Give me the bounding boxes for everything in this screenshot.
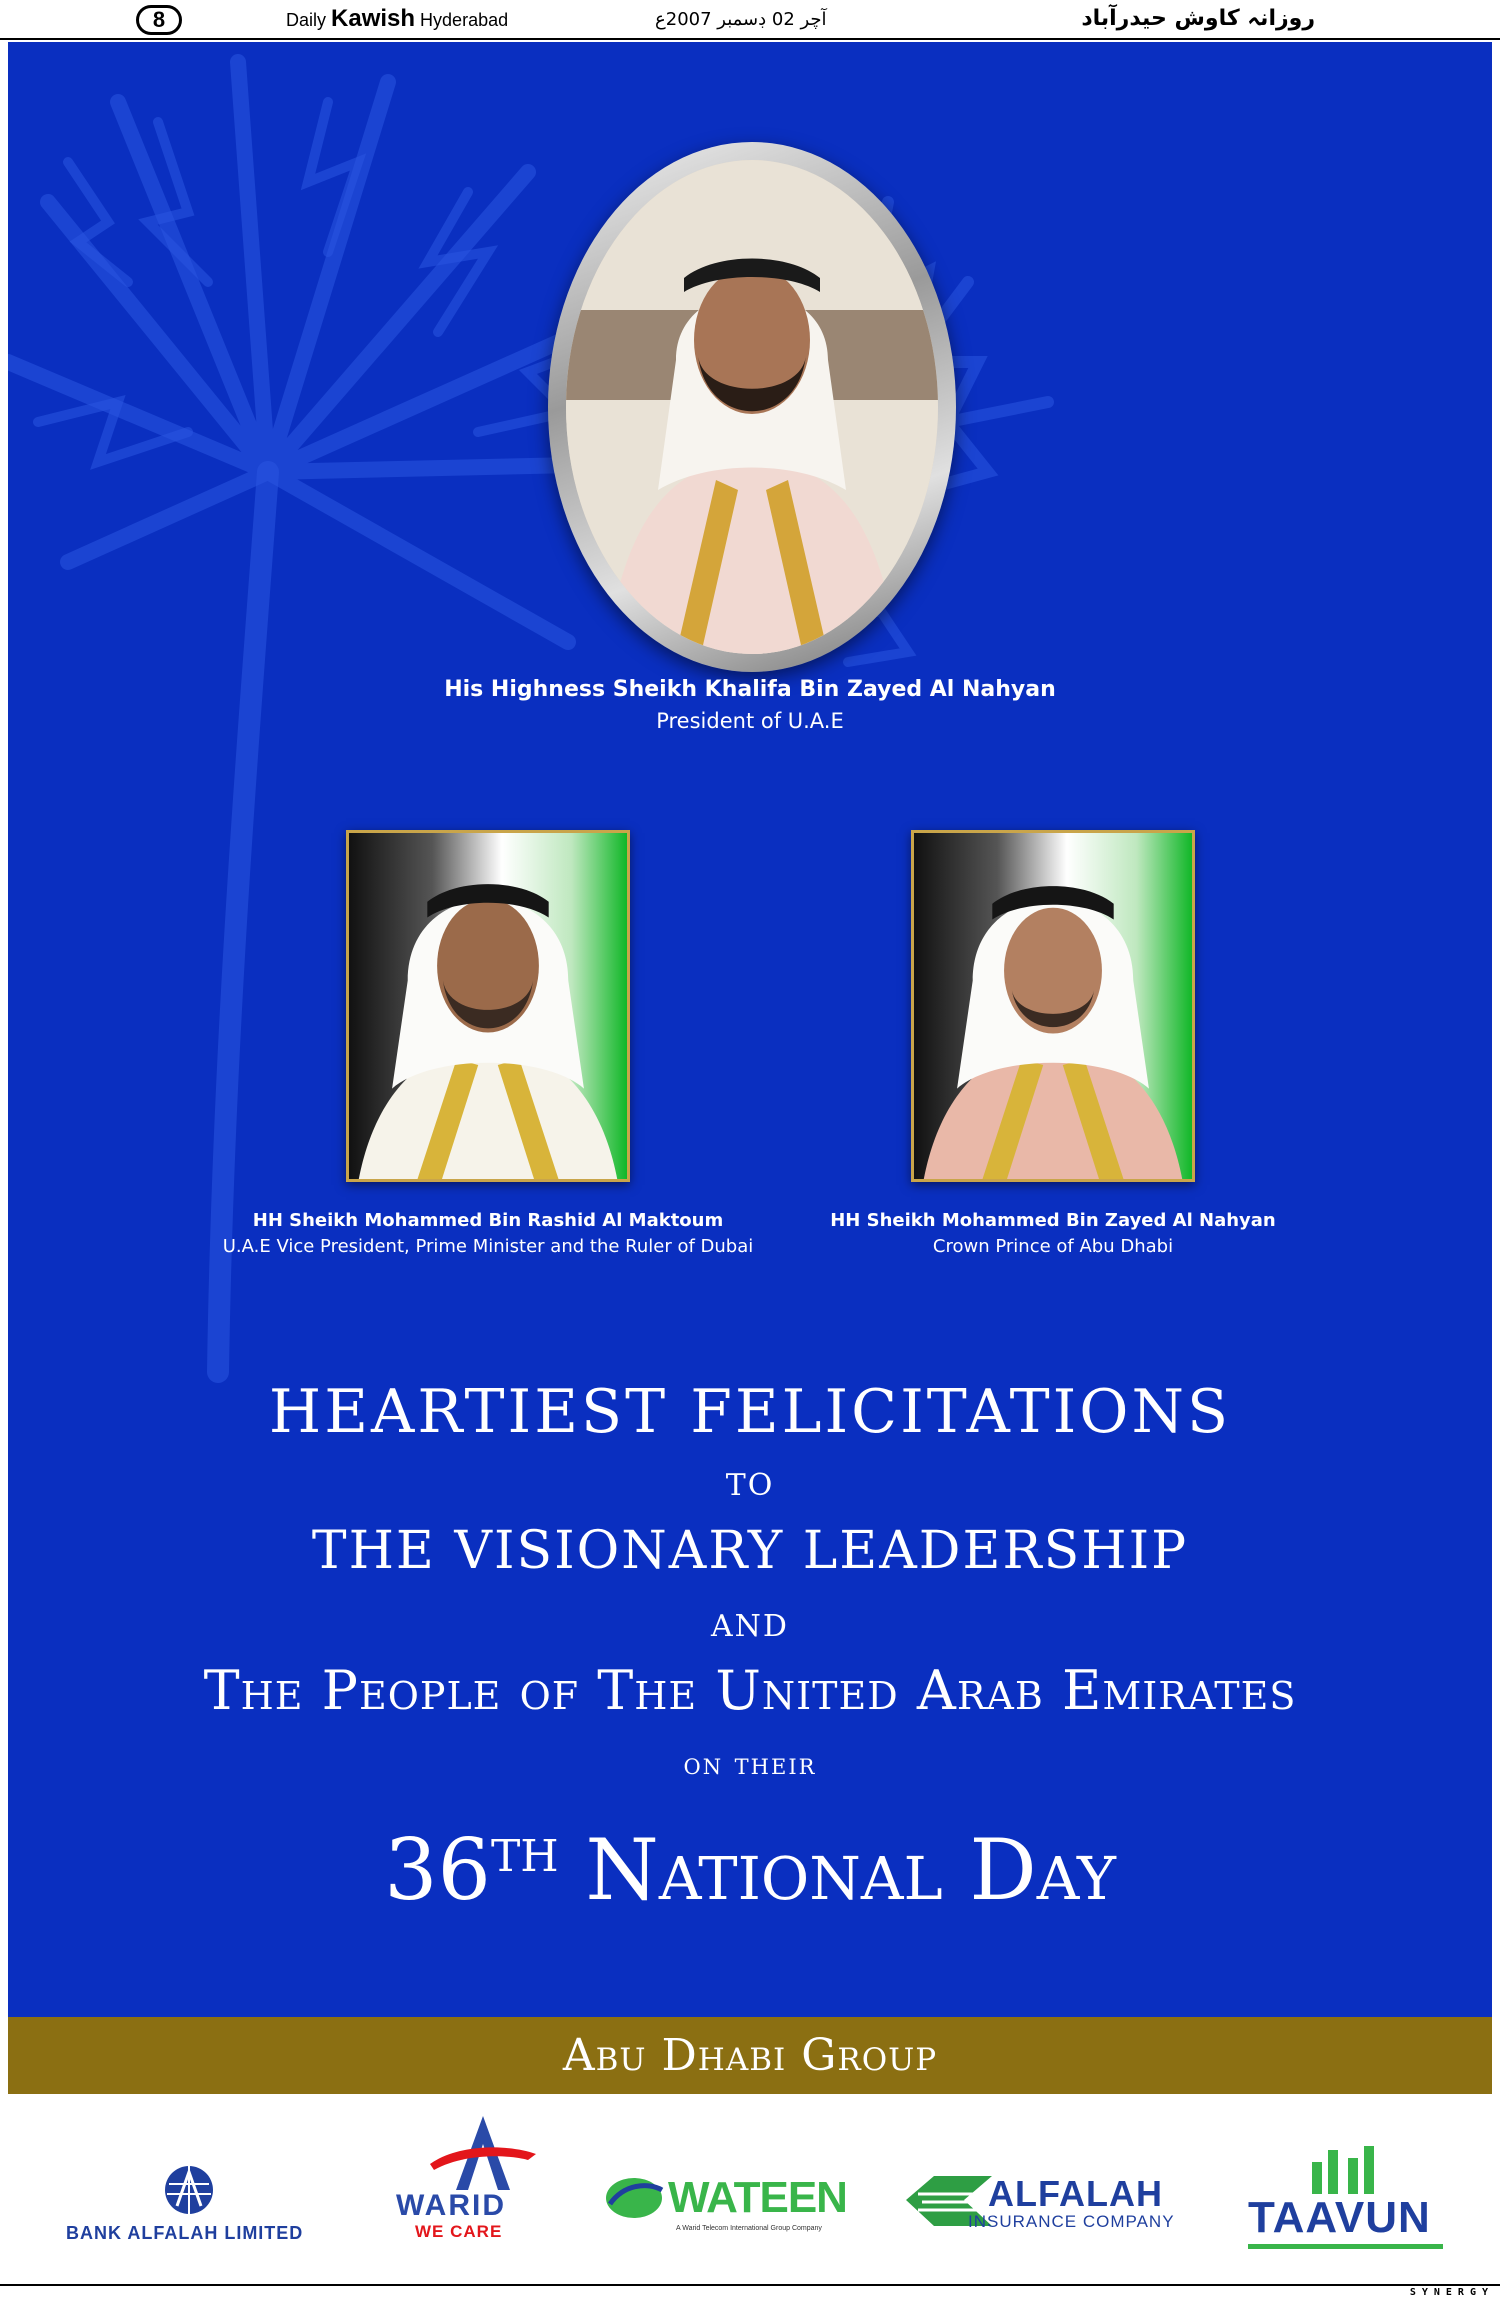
main-portrait-frame xyxy=(548,142,956,672)
alfalah-insurance-tagline: INSURANCE COMPANY xyxy=(968,2212,1175,2231)
message-and: AND xyxy=(711,1609,789,1644)
agency-credit: SYNERGY xyxy=(1409,2287,1494,2298)
newspaper-name-urdu: روزانہ کاوش حيدرآباد xyxy=(1081,6,1315,31)
left-portrait-photo xyxy=(346,830,630,1182)
wateen-tagline: A Warid Telecom International Group Company xyxy=(676,2225,822,2232)
taavun-logo: TAAVUN xyxy=(1248,2193,1431,2242)
warid-arrow-icon xyxy=(428,2114,538,2192)
alfalah-insurance-logo: ALFALAH xyxy=(988,2173,1163,2214)
right-portrait-photo xyxy=(911,830,1195,1182)
main-portrait-caption xyxy=(400,674,1100,736)
page-number: 8 xyxy=(136,5,182,35)
sponsor-logos xyxy=(8,2094,1492,2282)
taavun-underline xyxy=(1248,2244,1443,2249)
newspaper-header xyxy=(0,0,1500,40)
main-portrait-name: His Highness Sheikh Khalifa Bin Zayed Al Nahyan xyxy=(444,677,1056,702)
left-portrait-role: U.A.E Vice President, Prime Minister and the Ruler of Dubai xyxy=(222,1236,754,1257)
bank-alfalah-logo: BANK ALFALAH LIMITED xyxy=(66,2223,304,2243)
left-portrait-caption xyxy=(188,1208,788,1260)
main-portrait-role: President of U.A.E xyxy=(656,709,844,733)
national-day-text: National Day xyxy=(558,1821,1116,1919)
date-urdu: آچر 02 ڊسمبر 2007ع xyxy=(655,9,827,30)
message-to: TO xyxy=(725,1468,775,1503)
warid-tagline: WE CARE xyxy=(415,2222,503,2241)
right-portrait-caption xyxy=(753,1208,1353,1260)
right-portrait-name: HH Sheikh Mohammed Bin Zayed Al Nahyan xyxy=(830,1210,1276,1231)
message-national-day xyxy=(8,1802,1492,1925)
national-day-suffix: TH xyxy=(490,1831,559,1882)
message-on-their: on their xyxy=(683,1747,817,1782)
message-leadership: THE VISIONARY LEADERSHIP xyxy=(311,1521,1189,1581)
headline-felicitations: HEARTIEST FELICITATIONS xyxy=(268,1377,1232,1447)
warid-logo: WARID xyxy=(396,2189,506,2222)
paper-daily: Daily xyxy=(286,10,332,30)
footer-rule xyxy=(0,2284,1500,2286)
left-portrait-name: HH Sheikh Mohammed Bin Rashid Al Maktoum xyxy=(252,1210,724,1231)
wateen-swoosh-icon xyxy=(604,2174,666,2220)
right-portrait-role: Crown Prince of Abu Dhabi xyxy=(932,1236,1174,1257)
main-portrait-photo xyxy=(566,160,938,654)
wateen-logo: WATEEN xyxy=(668,2173,847,2222)
paper-city: Hyderabad xyxy=(415,10,509,30)
paper-name: Kawish xyxy=(331,5,416,32)
sponsor-group-band: Abu Dhabi Group xyxy=(8,2017,1492,2094)
bank-alfalah-globe-icon xyxy=(163,2164,215,2216)
national-day-number: 36 xyxy=(384,1821,491,1919)
message-people: The People of The United Arab Emirates xyxy=(203,1659,1297,1722)
newspaper-name-english xyxy=(286,7,508,32)
taavun-building-icon xyxy=(1308,2144,1378,2194)
advertisement-poster xyxy=(8,42,1492,2017)
